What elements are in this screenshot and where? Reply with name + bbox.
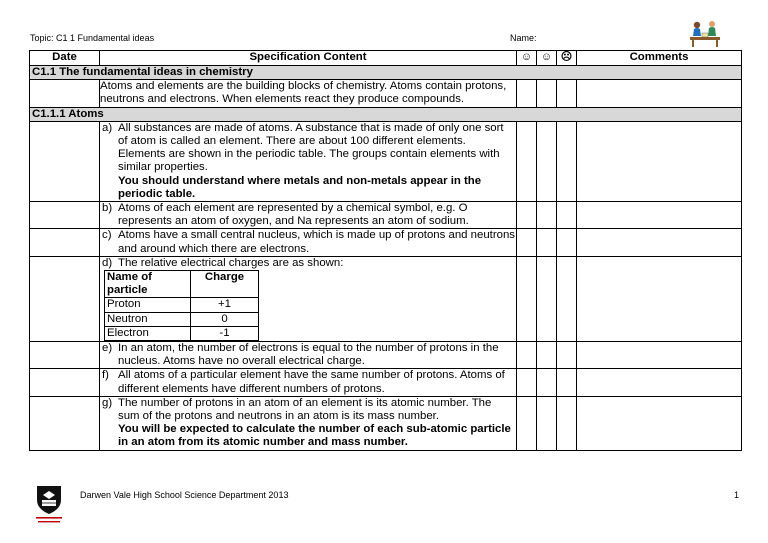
footer-text: Darwen Vale High School Science Department 2013 — [80, 490, 289, 500]
table-row — [30, 202, 742, 229]
comments-cell[interactable] — [577, 80, 742, 107]
date-cell[interactable] — [30, 121, 100, 201]
comments-cell[interactable] — [577, 342, 742, 369]
item-text: The relative electrical charges are as shown: — [118, 256, 344, 269]
particle-name: Electron — [105, 326, 191, 340]
item-text: All substances are made of atoms. A substance that is made of only one sort of atom is called an element. There are about 100 different elements. Elements are shown in the periodic table. The groups contain elements with similar properties. — [118, 121, 504, 174]
students-clipart-icon — [688, 19, 722, 47]
comments-cell[interactable] — [577, 396, 742, 450]
date-cell[interactable] — [30, 80, 100, 107]
page-number: 1 — [734, 490, 740, 500]
table-row — [30, 121, 742, 201]
comments-cell[interactable] — [577, 256, 742, 341]
rating-cell[interactable] — [517, 80, 537, 107]
table-row — [30, 229, 742, 256]
table-row — [30, 369, 742, 396]
date-cell[interactable] — [30, 396, 100, 450]
rating-cell[interactable] — [517, 256, 537, 341]
name-label: Name: — [510, 33, 537, 43]
item-bold-note: You should understand where metals and non-metals appear in the periodic table. — [118, 174, 482, 200]
happy-face-icon: ☺ — [517, 51, 537, 66]
neutral-face-icon: ☺ — [537, 51, 557, 66]
date-cell[interactable] — [30, 342, 100, 369]
charge-table — [104, 270, 259, 341]
topic-label: Topic: C1 1 Fundamental ideas — [30, 33, 155, 43]
table-row — [30, 396, 742, 450]
item-letter: e) — [102, 342, 113, 355]
item-letter: b) — [102, 202, 113, 215]
comments-header: Comments — [577, 51, 742, 66]
comments-cell[interactable] — [577, 369, 742, 396]
charge-row — [105, 326, 259, 340]
item-letter: c) — [102, 229, 112, 242]
particle-charge: +1 — [191, 298, 259, 312]
section-title: C1.1 The fundamental ideas in chemistry — [30, 66, 742, 80]
item-letter: a) — [102, 121, 113, 134]
section-row — [30, 107, 742, 121]
date-cell[interactable] — [30, 229, 100, 256]
item-text: The number of protons in an atom of an element is its atomic number. The sum of the protons and neutrons in an atom is its mass number. — [118, 396, 492, 423]
particle-charge: -1 — [191, 326, 259, 340]
spec-item — [100, 369, 517, 396]
specification-table — [29, 50, 742, 451]
comments-cell[interactable] — [577, 121, 742, 201]
item-text: All atoms of a particular element have the same number of protons. Atoms of different elements have different numbers of protons. — [118, 369, 505, 395]
rating-cell[interactable] — [557, 202, 577, 229]
rating-cell[interactable] — [517, 121, 537, 201]
item-text: Atoms of each element are represented by a chemical symbol, e.g. O represents an atom of oxygen, and Na represents an atom of sodium. — [118, 202, 469, 228]
item-text: Atoms have a small central nucleus, which is made up of protons and neutrons and around which there are electrons. — [118, 229, 515, 255]
item-letter: g) — [102, 396, 113, 409]
item-text: In an atom, the number of electrons is equal to the number of protons in the nucleus. Atoms have no overall electrical charge. — [118, 342, 499, 368]
date-header: Date — [30, 51, 100, 66]
charge-table-charge-header: Charge — [191, 271, 259, 298]
rating-cell[interactable] — [517, 229, 537, 256]
table-row — [30, 256, 742, 341]
spec-item — [100, 396, 517, 450]
rating-cell[interactable] — [557, 229, 577, 256]
spec-item — [100, 256, 517, 341]
table-row — [30, 80, 742, 107]
rating-cell[interactable] — [517, 369, 537, 396]
spec-header: Specification Content — [100, 51, 517, 66]
rating-cell[interactable] — [557, 80, 577, 107]
spec-item — [100, 202, 517, 229]
table-header-row — [30, 51, 742, 66]
rating-cell[interactable] — [557, 396, 577, 450]
intro-text: Atoms and elements are the building blocks of chemistry. Atoms contain protons, neutrons and electrons. When elements react they produce compounds. — [100, 80, 517, 107]
rating-cell[interactable] — [557, 121, 577, 201]
charge-row — [105, 312, 259, 326]
item-bold-note: You will be expected to calculate the number of each sub-atomic particle in an atom from its atomic number and mass number. — [118, 423, 511, 449]
spec-item — [100, 229, 517, 256]
sad-face-icon: ☹ — [557, 51, 577, 66]
item-letter: f) — [102, 369, 109, 382]
rating-cell[interactable] — [517, 342, 537, 369]
item-letter: d) — [102, 256, 113, 269]
particle-name: Neutron — [105, 312, 191, 326]
date-cell[interactable] — [30, 256, 100, 341]
rating-cell[interactable] — [537, 342, 557, 369]
section-row — [30, 66, 742, 80]
spec-item — [100, 121, 517, 201]
section-title: C1.1.1 Atoms — [30, 107, 742, 121]
date-cell[interactable] — [30, 369, 100, 396]
particle-charge: 0 — [191, 312, 259, 326]
rating-cell[interactable] — [537, 256, 557, 341]
table-row — [30, 342, 742, 369]
school-crest-logo — [32, 483, 66, 527]
rating-cell[interactable] — [517, 396, 537, 450]
rating-cell[interactable] — [517, 202, 537, 229]
spec-item — [100, 342, 517, 369]
rating-cell[interactable] — [537, 80, 557, 107]
charge-table-name-header: Name of particle — [105, 271, 191, 298]
particle-name: Proton — [105, 298, 191, 312]
rating-cell[interactable] — [557, 256, 577, 341]
rating-cell[interactable] — [537, 369, 557, 396]
rating-cell[interactable] — [537, 121, 557, 201]
comments-cell[interactable] — [577, 202, 742, 229]
comments-cell[interactable] — [577, 229, 742, 256]
rating-cell[interactable] — [537, 229, 557, 256]
rating-cell[interactable] — [537, 202, 557, 229]
rating-cell[interactable] — [557, 369, 577, 396]
rating-cell[interactable] — [537, 396, 557, 450]
charge-row — [105, 298, 259, 312]
rating-cell[interactable] — [557, 342, 577, 369]
date-cell[interactable] — [30, 202, 100, 229]
